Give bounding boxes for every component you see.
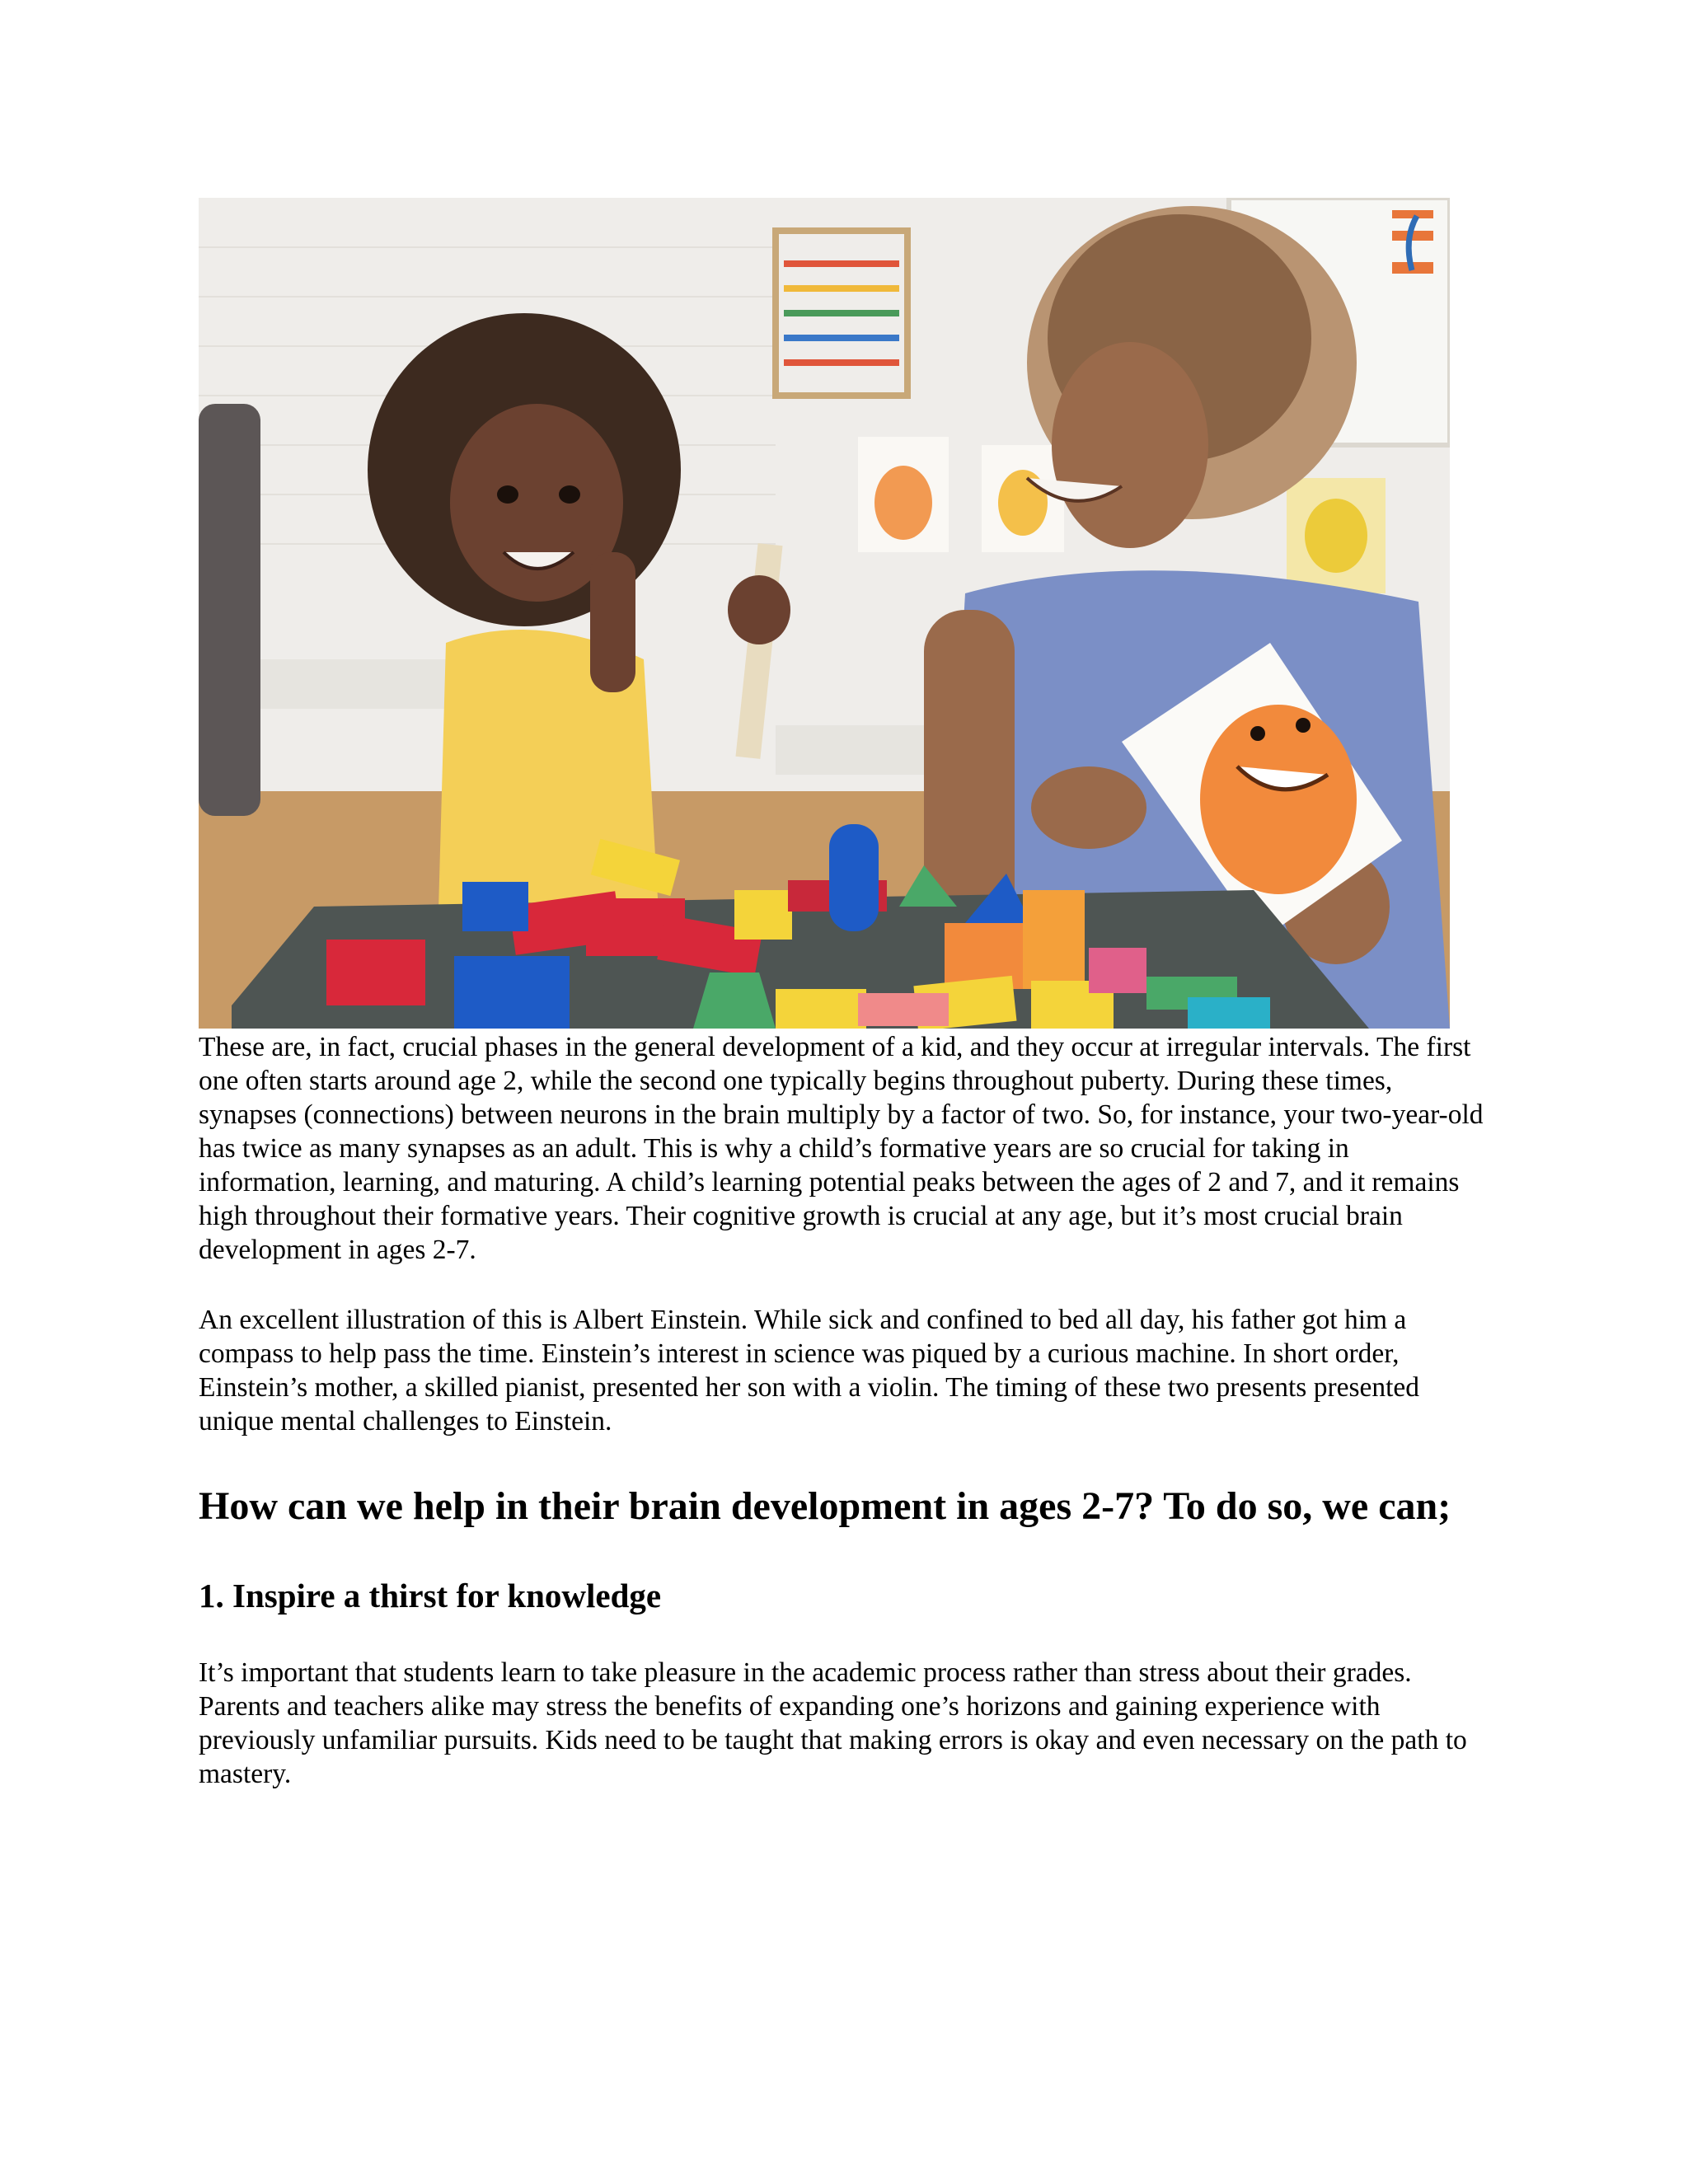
body-paragraph-3: It’s important that students learn to take pleasure in the academic process rather than stress about their grades. Parents and teachers alike may stress the benefits of expanding one’s horizons and gaining experience with previously unfamiliar pursuits. Kids need to be taught that making errors is okay and even necessary on the path to mastery. <box>199 1657 1467 1789</box>
body-paragraph-1: These are, in fact, crucial phases in the general development of a kid, and they occur at irregular intervals. The first one often starts around age 2, while the second one typically begins throughout puberty. During these times, synapses (connections) between neurons in the brain multiply by a factor of two. So, for instance, your two-year-old has twice as many synapses as an adult. This is why a child’s formative years are so crucial for taking in information, learning, and maturing. A child’s learning potential peaks between the ages of 2 and 7, and it remains high throughout their formative years. Their cognitive growth is crucial at any age, but it’s most crucial brain development in ages 2-7. <box>199 1032 1484 1265</box>
article <box>199 198 1484 1791</box>
section-heading: How can we help in their brain development in ages 2-7? To do so, we can; <box>199 1484 1451 1528</box>
body-paragraph-2: An excellent illustration of this is Albert Einstein. While sick and confined to bed all day, his father got him a compass to help pass the time. Einstein’s interest in science was piqued by a curious machine. In short order, Einstein’s mother, a skilled pianist, presented her son with a violin. The timing of these two presents presented unique mental challenges to Einstein. <box>199 1305 1420 1436</box>
article-photo <box>199 198 1450 1029</box>
subheading-inspire-knowledge: 1. Inspire a thirst for knowledge <box>199 1577 662 1615</box>
